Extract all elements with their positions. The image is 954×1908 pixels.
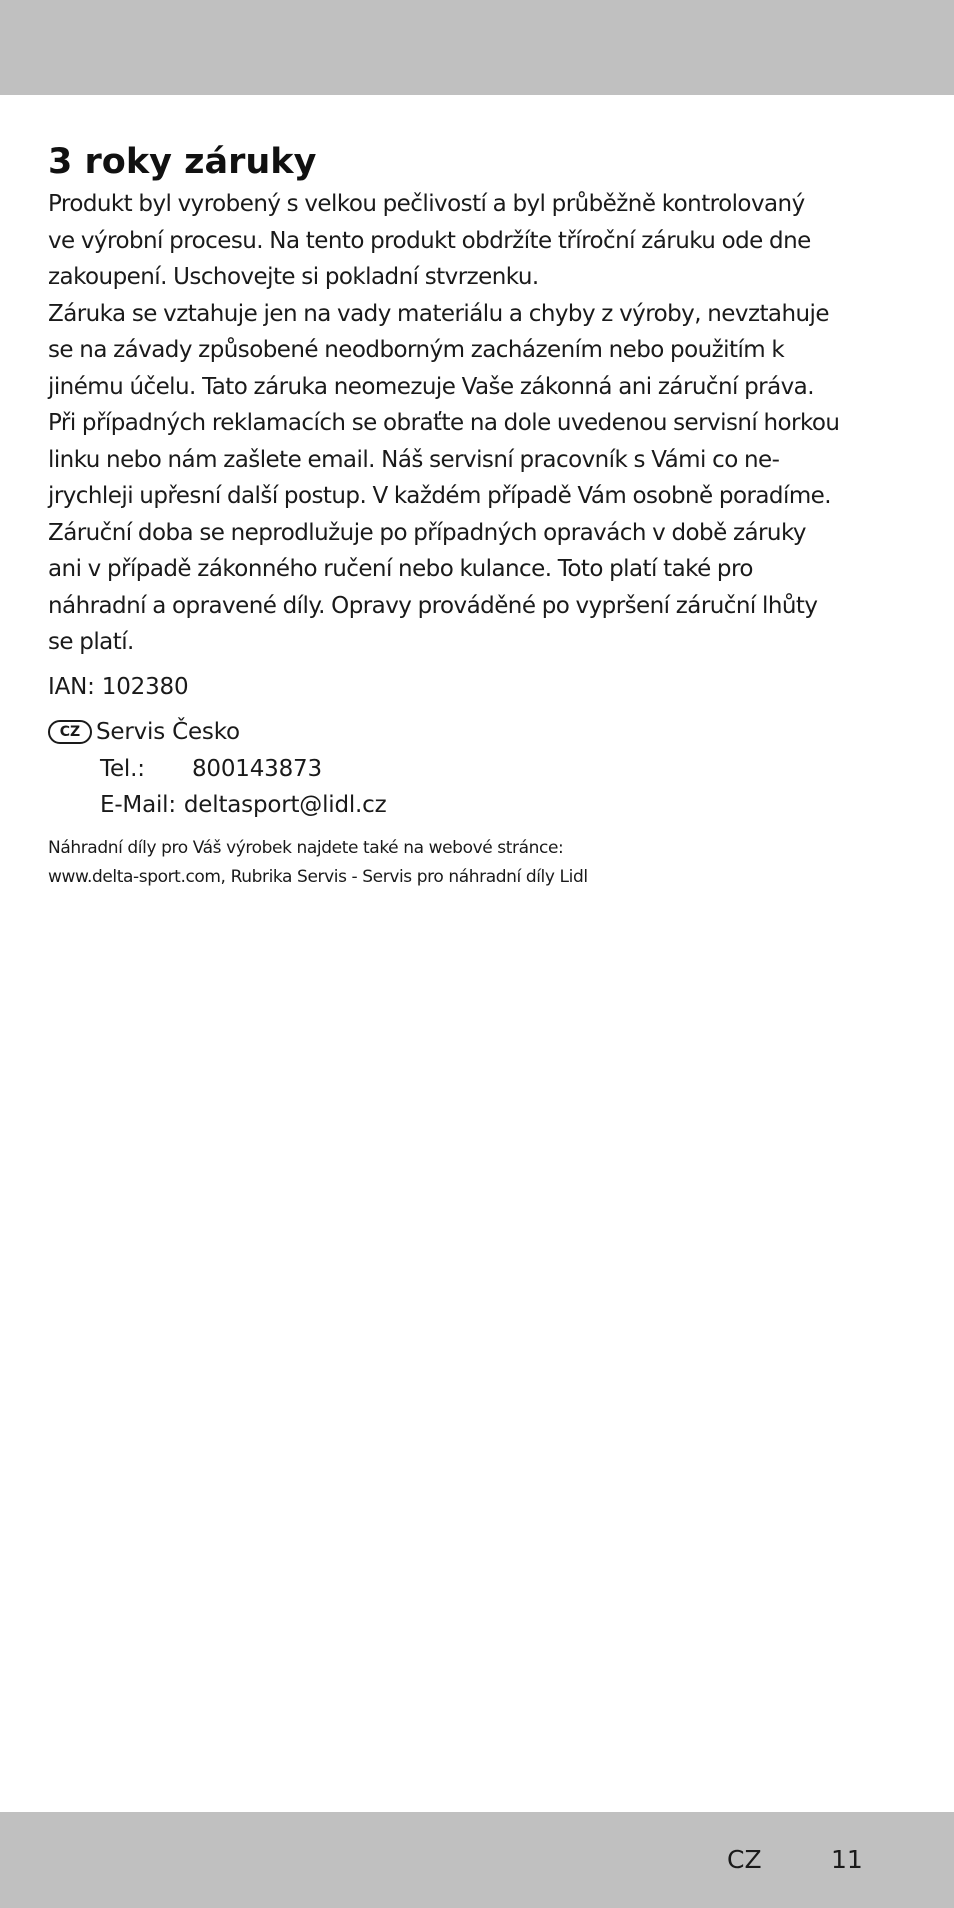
footer-language: CZ bbox=[727, 1845, 762, 1874]
email-label: E-Mail: bbox=[100, 792, 176, 818]
tel-value: 800143873 bbox=[192, 755, 322, 782]
spacer bbox=[176, 787, 184, 824]
warranty-section bbox=[48, 138, 918, 892]
ian-number: IAN: 102380 bbox=[48, 673, 189, 700]
body-line: linku nebo nám zašlete email. Náš servisní pracovník s Vámi co ne- bbox=[48, 446, 780, 473]
tel-label: Tel.: bbox=[100, 755, 145, 782]
body-line: se na závady způsobené neodborným zacházením nebo použitím k bbox=[48, 337, 785, 363]
body-line: Produkt byl vyrobený s velkou pečlivostí a byl průběžně kontrolovaný bbox=[48, 191, 805, 217]
body-line: náhradní a opravené díly. Opravy prováděné po vypršení záruční lhůty bbox=[48, 592, 818, 619]
email-value: deltasport@lidl.cz bbox=[183, 792, 387, 818]
country-badge-icon: CZ bbox=[48, 720, 92, 744]
email-row bbox=[48, 787, 918, 824]
body-line: ani v případě zákonného ručení nebo kulance. Toto platí také pro bbox=[48, 556, 753, 582]
warranty-body bbox=[48, 186, 918, 661]
body-line: se platí. bbox=[48, 629, 134, 655]
page-title: 3 roky záruky bbox=[48, 142, 317, 182]
header-band bbox=[0, 0, 954, 95]
body-line: Při případných reklamacích se obraťte na dole uvedenou servisní horkou bbox=[48, 410, 840, 436]
page-number: 11 bbox=[831, 1845, 863, 1874]
service-contact bbox=[48, 714, 918, 824]
body-line: jrychleji upřesní další postup. V každém případě Vám osobně poradíme. bbox=[48, 483, 832, 509]
body-line: Záruka se vztahuje jen na vady materiálu a chyby z výroby, nevztahuje bbox=[48, 300, 829, 327]
body-line: Záruční doba se neprodlužuje po případných opravách v době záruky bbox=[48, 519, 806, 546]
tel-row bbox=[48, 751, 918, 788]
service-header bbox=[48, 714, 918, 751]
spare-parts-line: Náhradní díly pro Váš výrobek najdete také na webové stránce: bbox=[48, 837, 564, 858]
service-name: Servis Česko bbox=[96, 719, 240, 745]
spare-parts-line: www.delta-sport.com, Rubrika Servis - Servis pro náhradní díly Lidl bbox=[48, 866, 588, 887]
spare-parts-note bbox=[48, 834, 918, 892]
body-line: ve výrobní procesu. Na tento produkt obdržíte tříroční záruku ode dne bbox=[48, 227, 811, 254]
body-line: zakoupení. Uschovejte si pokladní stvrzenku. bbox=[48, 264, 539, 290]
page-footer bbox=[0, 1812, 954, 1908]
body-line: jinému účelu. Tato záruka neomezuje Vaše zákonná ani záruční práva. bbox=[48, 373, 814, 400]
